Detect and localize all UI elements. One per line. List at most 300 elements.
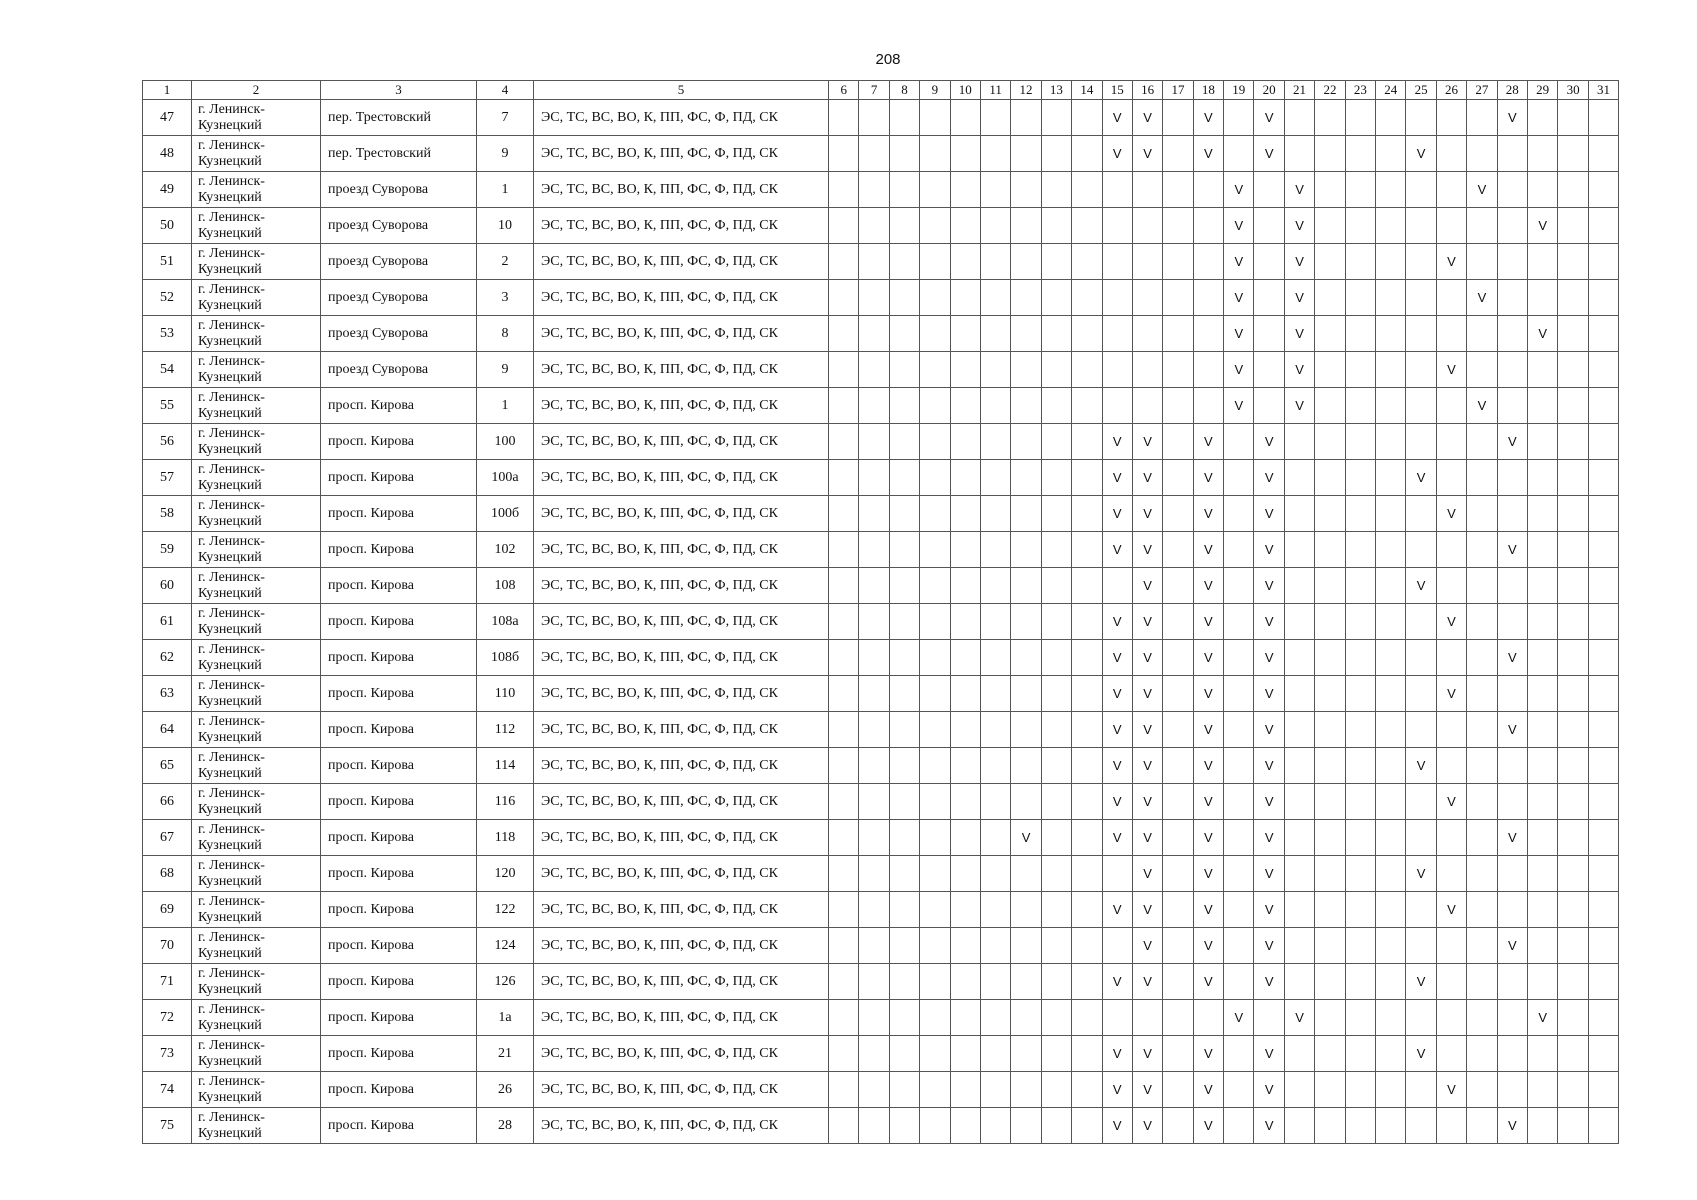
- mark-cell-col-15: [1102, 856, 1132, 892]
- mark-cell-col-9: [920, 208, 950, 244]
- mark-cell-col-28: [1497, 676, 1527, 712]
- mark-cell-col-30: [1558, 1072, 1588, 1108]
- row-number-cell: 53: [143, 316, 192, 352]
- mark-cell-col-26: [1436, 640, 1466, 676]
- mark-cell-col-25: [1406, 424, 1436, 460]
- house-number-cell: 10: [477, 208, 534, 244]
- mark-cell-col-25: [1406, 928, 1436, 964]
- mark-cell-col-29: V: [1527, 316, 1557, 352]
- mark-cell-col-17: [1163, 208, 1193, 244]
- mark-cell-col-10: [950, 964, 980, 1000]
- mark-cell-col-24: [1376, 604, 1406, 640]
- mark-cell-col-19: V: [1224, 1000, 1254, 1036]
- mark-cell-col-9: [920, 388, 950, 424]
- mark-cell-col-20: V: [1254, 136, 1284, 172]
- mark-cell-col-28: [1497, 316, 1527, 352]
- city-cell: г. Ленинск-Кузнецкий: [192, 1000, 321, 1036]
- mark-cell-col-6: [829, 1036, 859, 1072]
- city-cell: г. Ленинск-Кузнецкий: [192, 316, 321, 352]
- mark-cell-col-18: V: [1193, 892, 1223, 928]
- mark-cell-col-25: [1406, 388, 1436, 424]
- mark-cell-col-7: [859, 352, 889, 388]
- mark-cell-col-16: V: [1132, 748, 1162, 784]
- house-number-cell: 3: [477, 280, 534, 316]
- mark-cell-col-26: [1436, 460, 1466, 496]
- mark-cell-col-27: [1467, 208, 1497, 244]
- mark-cell-col-18: V: [1193, 1036, 1223, 1072]
- mark-cell-col-19: V: [1224, 280, 1254, 316]
- mark-cell-col-14: [1072, 640, 1102, 676]
- mark-cell-col-24: [1376, 676, 1406, 712]
- mark-cell-col-26: [1436, 568, 1466, 604]
- mark-cell-col-27: [1467, 640, 1497, 676]
- mark-cell-col-11: [980, 604, 1010, 640]
- mark-cell-col-8: [889, 748, 919, 784]
- mark-cell-col-31: [1588, 316, 1618, 352]
- mark-cell-col-20: V: [1254, 424, 1284, 460]
- housing-services-table: [142, 80, 1619, 1144]
- house-number-cell: 1а: [477, 1000, 534, 1036]
- house-number-cell: 108: [477, 568, 534, 604]
- row-number-cell: 47: [143, 100, 192, 136]
- city-cell: г. Ленинск-Кузнецкий: [192, 856, 321, 892]
- mark-cell-col-22: [1315, 676, 1345, 712]
- city-cell: г. Ленинск-Кузнецкий: [192, 928, 321, 964]
- mark-cell-col-20: [1254, 388, 1284, 424]
- mark-cell-col-24: [1376, 964, 1406, 1000]
- mark-cell-col-17: [1163, 352, 1193, 388]
- mark-cell-col-24: [1376, 280, 1406, 316]
- mark-cell-col-6: [829, 136, 859, 172]
- mark-cell-col-9: [920, 100, 950, 136]
- mark-cell-col-24: [1376, 640, 1406, 676]
- mark-cell-col-13: [1041, 208, 1071, 244]
- mark-cell-col-29: [1527, 424, 1557, 460]
- row-number-cell: 60: [143, 568, 192, 604]
- mark-cell-col-26: [1436, 1036, 1466, 1072]
- mark-cell-col-19: [1224, 136, 1254, 172]
- mark-cell-col-7: [859, 388, 889, 424]
- mark-cell-col-31: [1588, 784, 1618, 820]
- mark-cell-col-14: [1072, 1108, 1102, 1144]
- column-header-29: 29: [1527, 81, 1557, 100]
- services-cell: ЭС, ТС, ВС, ВО, К, ПП, ФС, Ф, ПД, СК: [534, 856, 829, 892]
- mark-cell-col-23: [1345, 1072, 1375, 1108]
- mark-cell-col-9: [920, 964, 950, 1000]
- mark-cell-col-9: [920, 820, 950, 856]
- mark-cell-col-6: [829, 748, 859, 784]
- mark-cell-col-17: [1163, 748, 1193, 784]
- mark-cell-col-20: V: [1254, 676, 1284, 712]
- mark-cell-col-31: [1588, 928, 1618, 964]
- mark-cell-col-21: [1284, 136, 1314, 172]
- mark-cell-col-17: [1163, 244, 1193, 280]
- street-cell: просп. Кирова: [321, 856, 477, 892]
- mark-cell-col-29: [1527, 496, 1557, 532]
- street-cell: просп. Кирова: [321, 460, 477, 496]
- mark-cell-col-23: [1345, 784, 1375, 820]
- mark-cell-col-18: [1193, 316, 1223, 352]
- mark-cell-col-11: [980, 784, 1010, 820]
- mark-cell-col-6: [829, 424, 859, 460]
- column-header-6: 6: [829, 81, 859, 100]
- mark-cell-col-18: [1193, 208, 1223, 244]
- mark-cell-col-6: [829, 172, 859, 208]
- mark-cell-col-9: [920, 712, 950, 748]
- mark-cell-col-8: [889, 496, 919, 532]
- mark-cell-col-25: [1406, 604, 1436, 640]
- mark-cell-col-27: [1467, 964, 1497, 1000]
- mark-cell-col-17: [1163, 712, 1193, 748]
- mark-cell-col-13: [1041, 532, 1071, 568]
- mark-cell-col-6: [829, 388, 859, 424]
- mark-cell-col-11: [980, 388, 1010, 424]
- mark-cell-col-29: V: [1527, 208, 1557, 244]
- mark-cell-col-16: V: [1132, 136, 1162, 172]
- mark-cell-col-25: V: [1406, 568, 1436, 604]
- mark-cell-col-26: V: [1436, 892, 1466, 928]
- mark-cell-col-20: [1254, 208, 1284, 244]
- mark-cell-col-18: V: [1193, 1072, 1223, 1108]
- services-cell: ЭС, ТС, ВС, ВО, К, ПП, ФС, Ф, ПД, СК: [534, 1000, 829, 1036]
- mark-cell-col-29: [1527, 928, 1557, 964]
- mark-cell-col-19: [1224, 460, 1254, 496]
- mark-cell-col-25: [1406, 352, 1436, 388]
- mark-cell-col-13: [1041, 892, 1071, 928]
- mark-cell-col-18: V: [1193, 820, 1223, 856]
- mark-cell-col-19: V: [1224, 316, 1254, 352]
- mark-cell-col-9: [920, 1108, 950, 1144]
- mark-cell-col-27: [1467, 820, 1497, 856]
- mark-cell-col-21: [1284, 496, 1314, 532]
- mark-cell-col-10: [950, 568, 980, 604]
- mark-cell-col-26: [1436, 208, 1466, 244]
- mark-cell-col-15: V: [1102, 424, 1132, 460]
- mark-cell-col-27: [1467, 568, 1497, 604]
- mark-cell-col-24: [1376, 100, 1406, 136]
- mark-cell-col-24: [1376, 1108, 1406, 1144]
- mark-cell-col-12: [1011, 604, 1041, 640]
- city-cell: г. Ленинск-Кузнецкий: [192, 604, 321, 640]
- mark-cell-col-20: V: [1254, 784, 1284, 820]
- mark-cell-col-26: [1436, 424, 1466, 460]
- mark-cell-col-9: [920, 1036, 950, 1072]
- mark-cell-col-23: [1345, 244, 1375, 280]
- mark-cell-col-30: [1558, 352, 1588, 388]
- mark-cell-col-31: [1588, 244, 1618, 280]
- mark-cell-col-25: [1406, 676, 1436, 712]
- mark-cell-col-25: [1406, 172, 1436, 208]
- mark-cell-col-10: [950, 136, 980, 172]
- mark-cell-col-15: [1102, 316, 1132, 352]
- mark-cell-col-9: [920, 1000, 950, 1036]
- mark-cell-col-20: V: [1254, 1108, 1284, 1144]
- mark-cell-col-11: [980, 676, 1010, 712]
- column-header-2: 2: [192, 81, 321, 100]
- house-number-cell: 102: [477, 532, 534, 568]
- street-cell: просп. Кирова: [321, 604, 477, 640]
- column-header-10: 10: [950, 81, 980, 100]
- mark-cell-col-30: [1558, 748, 1588, 784]
- mark-cell-col-12: [1011, 964, 1041, 1000]
- mark-cell-col-12: [1011, 676, 1041, 712]
- table-row: [143, 784, 1619, 820]
- column-header-8: 8: [889, 81, 919, 100]
- mark-cell-col-25: [1406, 208, 1436, 244]
- city-cell: г. Ленинск-Кузнецкий: [192, 1072, 321, 1108]
- mark-cell-col-12: [1011, 928, 1041, 964]
- mark-cell-col-27: [1467, 136, 1497, 172]
- city-cell: г. Ленинск-Кузнецкий: [192, 1108, 321, 1144]
- mark-cell-col-25: [1406, 244, 1436, 280]
- mark-cell-col-22: [1315, 100, 1345, 136]
- mark-cell-col-11: [980, 136, 1010, 172]
- mark-cell-col-15: V: [1102, 784, 1132, 820]
- mark-cell-col-24: [1376, 424, 1406, 460]
- mark-cell-col-15: V: [1102, 712, 1132, 748]
- mark-cell-col-15: V: [1102, 892, 1132, 928]
- city-cell: г. Ленинск-Кузнецкий: [192, 676, 321, 712]
- mark-cell-col-28: V: [1497, 1108, 1527, 1144]
- house-number-cell: 9: [477, 352, 534, 388]
- mark-cell-col-12: [1011, 136, 1041, 172]
- house-number-cell: 1: [477, 388, 534, 424]
- mark-cell-col-22: [1315, 532, 1345, 568]
- services-cell: ЭС, ТС, ВС, ВО, К, ПП, ФС, Ф, ПД, СК: [534, 208, 829, 244]
- city-cell: г. Ленинск-Кузнецкий: [192, 460, 321, 496]
- mark-cell-col-12: [1011, 460, 1041, 496]
- mark-cell-col-10: [950, 1000, 980, 1036]
- mark-cell-col-29: [1527, 460, 1557, 496]
- mark-cell-col-6: [829, 964, 859, 1000]
- mark-cell-col-11: [980, 712, 1010, 748]
- row-number-cell: 59: [143, 532, 192, 568]
- mark-cell-col-10: [950, 244, 980, 280]
- mark-cell-col-25: [1406, 532, 1436, 568]
- mark-cell-col-10: [950, 388, 980, 424]
- mark-cell-col-15: V: [1102, 460, 1132, 496]
- city-cell: г. Ленинск-Кузнецкий: [192, 640, 321, 676]
- column-header-9: 9: [920, 81, 950, 100]
- mark-cell-col-9: [920, 856, 950, 892]
- row-number-cell: 57: [143, 460, 192, 496]
- mark-cell-col-22: [1315, 568, 1345, 604]
- mark-cell-col-25: [1406, 784, 1436, 820]
- table-row: [143, 496, 1619, 532]
- street-cell: просп. Кирова: [321, 784, 477, 820]
- mark-cell-col-11: [980, 1072, 1010, 1108]
- mark-cell-col-13: [1041, 172, 1071, 208]
- mark-cell-col-23: [1345, 640, 1375, 676]
- mark-cell-col-15: V: [1102, 136, 1132, 172]
- street-cell: просп. Кирова: [321, 712, 477, 748]
- mark-cell-col-8: [889, 784, 919, 820]
- mark-cell-col-23: [1345, 1108, 1375, 1144]
- row-number-cell: 68: [143, 856, 192, 892]
- mark-cell-col-24: [1376, 460, 1406, 496]
- services-cell: ЭС, ТС, ВС, ВО, К, ПП, ФС, Ф, ПД, СК: [534, 280, 829, 316]
- mark-cell-col-23: [1345, 928, 1375, 964]
- mark-cell-col-23: [1345, 964, 1375, 1000]
- mark-cell-col-8: [889, 1108, 919, 1144]
- mark-cell-col-28: [1497, 568, 1527, 604]
- mark-cell-col-15: V: [1102, 820, 1132, 856]
- mark-cell-col-24: [1376, 1036, 1406, 1072]
- mark-cell-col-30: [1558, 1036, 1588, 1072]
- mark-cell-col-24: [1376, 316, 1406, 352]
- mark-cell-col-13: [1041, 352, 1071, 388]
- mark-cell-col-25: [1406, 280, 1436, 316]
- mark-cell-col-24: [1376, 1072, 1406, 1108]
- mark-cell-col-22: [1315, 928, 1345, 964]
- mark-cell-col-8: [889, 676, 919, 712]
- mark-cell-col-26: V: [1436, 1072, 1466, 1108]
- mark-cell-col-22: [1315, 172, 1345, 208]
- mark-cell-col-27: [1467, 532, 1497, 568]
- mark-cell-col-28: V: [1497, 100, 1527, 136]
- page-number: 208: [875, 51, 901, 68]
- mark-cell-col-11: [980, 964, 1010, 1000]
- mark-cell-col-16: [1132, 352, 1162, 388]
- mark-cell-col-10: [950, 1108, 980, 1144]
- mark-cell-col-26: [1436, 316, 1466, 352]
- mark-cell-col-20: V: [1254, 1036, 1284, 1072]
- mark-cell-col-11: [980, 856, 1010, 892]
- mark-cell-col-22: [1315, 856, 1345, 892]
- mark-cell-col-31: [1588, 712, 1618, 748]
- mark-cell-col-28: V: [1497, 424, 1527, 460]
- mark-cell-col-9: [920, 424, 950, 460]
- mark-cell-col-23: [1345, 280, 1375, 316]
- mark-cell-col-8: [889, 892, 919, 928]
- mark-cell-col-11: [980, 1036, 1010, 1072]
- mark-cell-col-26: V: [1436, 352, 1466, 388]
- mark-cell-col-27: [1467, 928, 1497, 964]
- mark-cell-col-27: [1467, 892, 1497, 928]
- mark-cell-col-29: [1527, 604, 1557, 640]
- mark-cell-col-22: [1315, 496, 1345, 532]
- mark-cell-col-31: [1588, 172, 1618, 208]
- mark-cell-col-20: V: [1254, 460, 1284, 496]
- mark-cell-col-15: [1102, 388, 1132, 424]
- mark-cell-col-18: V: [1193, 568, 1223, 604]
- mark-cell-col-12: V: [1011, 820, 1041, 856]
- mark-cell-col-26: [1436, 388, 1466, 424]
- mark-cell-col-20: [1254, 172, 1284, 208]
- mark-cell-col-29: V: [1527, 1000, 1557, 1036]
- house-number-cell: 110: [477, 676, 534, 712]
- mark-cell-col-26: [1436, 856, 1466, 892]
- mark-cell-col-30: [1558, 604, 1588, 640]
- mark-cell-col-7: [859, 172, 889, 208]
- mark-cell-col-14: [1072, 784, 1102, 820]
- mark-cell-col-6: [829, 604, 859, 640]
- mark-cell-col-24: [1376, 352, 1406, 388]
- mark-cell-col-10: [950, 460, 980, 496]
- mark-cell-col-8: [889, 424, 919, 460]
- mark-cell-col-31: [1588, 892, 1618, 928]
- mark-cell-col-25: [1406, 640, 1436, 676]
- mark-cell-col-15: V: [1102, 604, 1132, 640]
- mark-cell-col-25: [1406, 316, 1436, 352]
- mark-cell-col-20: V: [1254, 928, 1284, 964]
- mark-cell-col-19: [1224, 1072, 1254, 1108]
- mark-cell-col-22: [1315, 280, 1345, 316]
- mark-cell-col-9: [920, 136, 950, 172]
- mark-cell-col-13: [1041, 964, 1071, 1000]
- row-number-cell: 67: [143, 820, 192, 856]
- mark-cell-col-7: [859, 532, 889, 568]
- mark-cell-col-15: V: [1102, 748, 1132, 784]
- mark-cell-col-7: [859, 1036, 889, 1072]
- mark-cell-col-27: V: [1467, 172, 1497, 208]
- mark-cell-col-11: [980, 244, 1010, 280]
- mark-cell-col-25: [1406, 1108, 1436, 1144]
- mark-cell-col-29: [1527, 856, 1557, 892]
- mark-cell-col-28: [1497, 496, 1527, 532]
- mark-cell-col-17: [1163, 640, 1193, 676]
- mark-cell-col-28: V: [1497, 928, 1527, 964]
- mark-cell-col-30: [1558, 208, 1588, 244]
- mark-cell-col-11: [980, 1108, 1010, 1144]
- mark-cell-col-23: [1345, 676, 1375, 712]
- mark-cell-col-8: [889, 460, 919, 496]
- street-cell: просп. Кирова: [321, 820, 477, 856]
- mark-cell-col-20: V: [1254, 100, 1284, 136]
- services-cell: ЭС, ТС, ВС, ВО, К, ПП, ФС, Ф, ПД, СК: [534, 568, 829, 604]
- mark-cell-col-28: [1497, 172, 1527, 208]
- mark-cell-col-7: [859, 208, 889, 244]
- table-row: [143, 712, 1619, 748]
- row-number-cell: 48: [143, 136, 192, 172]
- mark-cell-col-29: [1527, 748, 1557, 784]
- street-cell: просп. Кирова: [321, 748, 477, 784]
- mark-cell-col-24: [1376, 928, 1406, 964]
- column-header-4: 4: [477, 81, 534, 100]
- mark-cell-col-26: V: [1436, 676, 1466, 712]
- mark-cell-col-15: V: [1102, 964, 1132, 1000]
- mark-cell-col-7: [859, 712, 889, 748]
- mark-cell-col-19: V: [1224, 244, 1254, 280]
- table-row: [143, 676, 1619, 712]
- mark-cell-col-31: [1588, 208, 1618, 244]
- mark-cell-col-7: [859, 1072, 889, 1108]
- mark-cell-col-14: [1072, 892, 1102, 928]
- services-cell: ЭС, ТС, ВС, ВО, К, ПП, ФС, Ф, ПД, СК: [534, 136, 829, 172]
- mark-cell-col-28: V: [1497, 712, 1527, 748]
- mark-cell-col-8: [889, 712, 919, 748]
- mark-cell-col-16: V: [1132, 424, 1162, 460]
- mark-cell-col-15: [1102, 208, 1132, 244]
- mark-cell-col-12: [1011, 208, 1041, 244]
- mark-cell-col-31: [1588, 820, 1618, 856]
- mark-cell-col-31: [1588, 568, 1618, 604]
- table-row: [143, 172, 1619, 208]
- services-cell: ЭС, ТС, ВС, ВО, К, ПП, ФС, Ф, ПД, СК: [534, 532, 829, 568]
- table-row: [143, 1036, 1619, 1072]
- mark-cell-col-22: [1315, 784, 1345, 820]
- mark-cell-col-17: [1163, 604, 1193, 640]
- mark-cell-col-29: [1527, 640, 1557, 676]
- mark-cell-col-26: [1436, 820, 1466, 856]
- mark-cell-col-16: [1132, 208, 1162, 244]
- mark-cell-col-21: [1284, 856, 1314, 892]
- mark-cell-col-16: [1132, 280, 1162, 316]
- mark-cell-col-18: V: [1193, 748, 1223, 784]
- row-number-cell: 64: [143, 712, 192, 748]
- mark-cell-col-6: [829, 820, 859, 856]
- mark-cell-col-10: [950, 1072, 980, 1108]
